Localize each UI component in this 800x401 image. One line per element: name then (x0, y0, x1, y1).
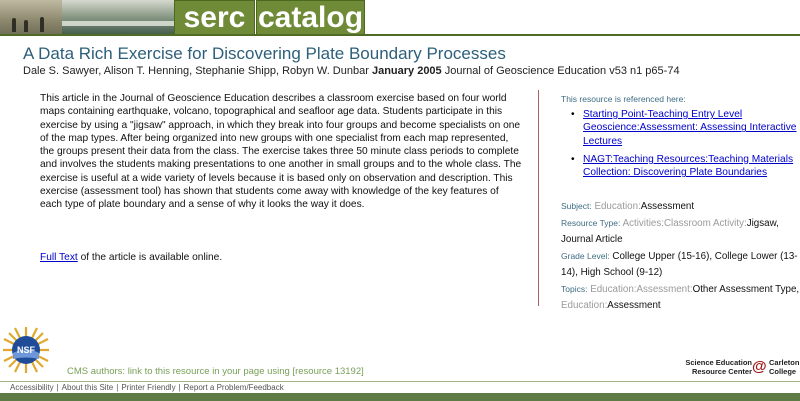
catalog-logo[interactable]: catalog (257, 1, 364, 34)
reference-link[interactable]: NAGT:Teaching Resources:Teaching Materials Collection: Discovering Plate Boundaries (583, 153, 794, 179)
journal-citation: Journal of Geoscience Education v53 n1 p65-74 (444, 65, 680, 77)
accessibility-link[interactable]: Accessibility (10, 383, 54, 392)
article-abstract: This article in the Journal of Geoscience Education describes a classroom exercise based on four world maps containing earthquake, volcano, topographical and seafloor age data. Students participate in this exercise by using a "jigsaw" approach, in which they break into four groups and become specialists on one of the map types. After being organized into new groups with one specialist from each map represented, the groups present their data from the class. The exercise takes three 50 minute class periods to complete and involves the students making presentations to one another in small groups and to the whole class. The exercise is useful at a wide variety of levels because it is based only on observation and description. This exercise (assessment tool) has shown that students come away with knowledge of the key features of each type of plate boundary and a sense of why it looks the way it does. (40, 93, 522, 211)
publication-date: January 2005 (371, 65, 442, 77)
resource-type-category[interactable]: Activities:Classroom Activity: (622, 218, 747, 229)
header-divider (0, 34, 800, 36)
at-symbol: @ (752, 358, 767, 375)
topics-category-2[interactable]: Education: (561, 300, 608, 311)
full-text-link[interactable]: Full Text (40, 252, 78, 263)
article-byline (23, 65, 680, 77)
resource-type-row (561, 215, 800, 248)
nsf-logo-icon[interactable] (2, 326, 50, 374)
authors: Dale S. Sawyer, Alison T. Henning, Stephanie Shipp, Robyn W. Dunbar (23, 65, 369, 77)
header-photo-field-trip (0, 0, 62, 36)
resource-metadata (561, 198, 800, 314)
footer-links (10, 383, 284, 392)
subject-category[interactable]: Education: (594, 201, 641, 212)
footer-separator: | (116, 383, 119, 392)
resource-type-value[interactable]: Jigsaw, Journal Article (561, 218, 779, 245)
site-header (0, 0, 800, 36)
cms-resource-note[interactable]: CMS authors: link to this resource in your page using [resource 13192] (67, 366, 364, 377)
report-problem-link[interactable]: Report a Problem/Feedback (183, 383, 284, 392)
list-item (561, 153, 800, 180)
footer-separator: | (178, 383, 181, 392)
footer-separator: | (56, 383, 59, 392)
printer-friendly-link[interactable]: Printer Friendly (121, 383, 176, 392)
about-link[interactable]: About this Site (61, 383, 114, 392)
header-photo-shoreline (62, 0, 174, 36)
serc-footer-logo[interactable]: Science Education Resource Center (685, 358, 752, 376)
full-text-suffix: of the article is available online. (77, 252, 223, 263)
list-item (561, 108, 800, 148)
subject-row (561, 198, 800, 215)
reference-list (561, 108, 800, 184)
topics-key: Topics: (561, 284, 588, 294)
full-text-line (40, 252, 222, 263)
footer-band (0, 393, 800, 401)
subject-key: Subject: (561, 201, 592, 211)
nsf-label: NSF (17, 345, 35, 355)
topics-value[interactable]: Other Assessment Type, (692, 284, 800, 295)
grade-level-value[interactable]: College Upper (15-16), College Lower (13-14), High School (9-12) (561, 251, 798, 278)
grade-level-row (561, 248, 800, 281)
resource-type-key: Resource Type: (561, 218, 621, 228)
footer-divider (0, 381, 800, 382)
serc-logo[interactable]: serc (174, 0, 255, 36)
topics-value-2[interactable]: Assessment (607, 300, 661, 311)
referenced-heading: This resource is referenced here: (561, 94, 686, 104)
carleton-footer-logo[interactable]: Carleton College (769, 358, 800, 376)
topics-category[interactable]: Education:Assessment: (590, 284, 693, 295)
page-title: A Data Rich Exercise for Discovering Plate Boundary Processes (23, 44, 506, 63)
subject-value[interactable]: Assessment (640, 201, 695, 212)
grade-level-key: Grade Level: (561, 251, 610, 261)
topics-row (561, 281, 800, 314)
resource-sidebar (538, 90, 800, 311)
reference-link[interactable]: Starting Point-Teaching Entry Level Geoscience:Assessment: Assessing Interactive Lectures (583, 109, 797, 147)
